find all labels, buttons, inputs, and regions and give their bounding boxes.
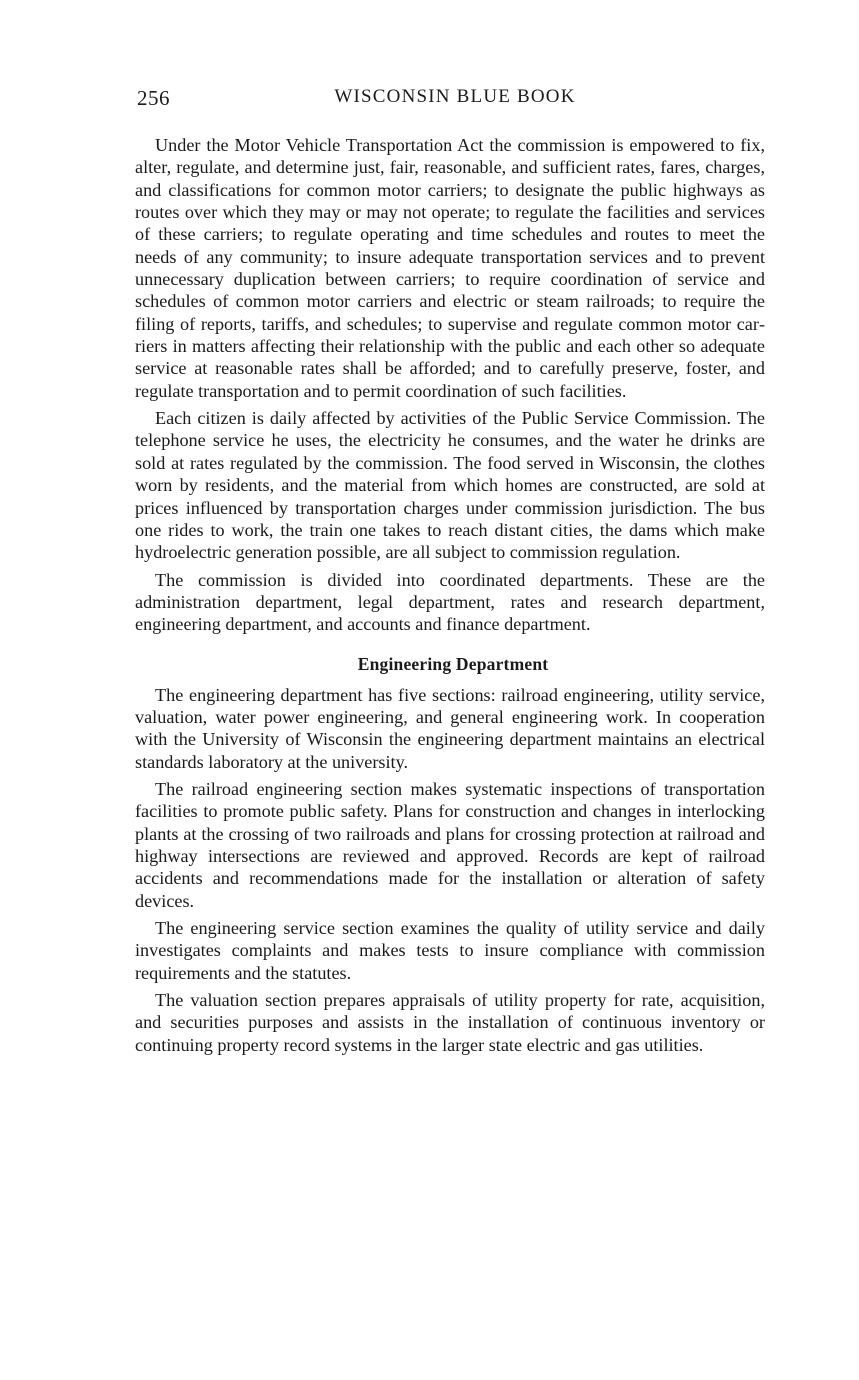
section-heading-engineering: Engineering Department: [357, 653, 549, 674]
paragraph-engineering-sections: The engineering department has five sections: railroad engineering, utility service, valuation, water power engineering, and general engineering work. In cooperation with the University of Wisconsin the engineering department maintains an electrical standards laboratory at the university.: [135, 684, 765, 772]
paragraph-engineering-service: The engineering service section examines the quality of utility service and daily investigates complaints and makes tests to insure compliance with commission requirements and the statutes.: [135, 918, 765, 983]
paragraph-valuation: The valuation section prepares appraisals of utility property for rate, acquisition, and securities purposes and assists in the installation of continuous inventory or continuing property record systems in the larger state electric and gas utilities.: [135, 990, 765, 1055]
paragraph-departments: The commission is divided into coordinated departments. These are the administration department, legal department, rates and research department, engineering department, and accounts and finance department.: [135, 569, 765, 635]
paragraph-citizen-affected: Each citizen is daily affected by activities of the Public Service Commission. The telephone service he uses, the electricity he consumes, and the water he drinks are sold at rates regulated by the commission. The food served in Wisconsin, the clothes worn by residents, and the material from which homes are constructed, are sold at prices influenced by transportation charges under commission jurisdiction. The bus one rides to work, the train one takes to reach distant cities, the dams which make hydroelectric generation possible, are all subject to commission regulation.: [135, 408, 765, 563]
page-number: 256: [137, 86, 170, 110]
page-header: [137, 86, 765, 112]
paragraph-motor-vehicle-act: Under the Motor Vehicle Transportation Act the commission is empowered to fix, alter, regulate, and determine just, fair, reasonable, and sufficient rates, fares, charges, and classifications for common motor carriers; to designate the public highways as routes over which they may or may not operate; to regulate the facilities and services of these carriers; to regulate operating and time schedules and routes to meet the needs of any community; to insure adequate transportation services and to prevent unnecessary duplication between carriers; to require coordination of service and schedules of common motor carriers and electric or steam railroads; to require the filing of reports, tariffs, and schedules; to supervise and regulate common motor carriers in matters affecting their relationship with the public and each other so adequate service at reasonable rates shall be afforded; and to carefully preserve, foster, and regulate transportation and to permit coordination of such facilities.: [135, 135, 765, 401]
running-title: WISCONSIN BLUE BOOK: [334, 86, 576, 107]
paragraph-railroad-engineering: The railroad engineering section makes systematic inspections of transportation facilities to promote public safety. Plans for construction and changes in interlocking plants at the crossing of two railroads and plans for crossing protection at railroad and highway intersections are reviewed and approved. Records are kept of railroad accidents and recommendations made for the installation or alteration of safety devices.: [135, 778, 765, 911]
body-text: [135, 134, 765, 1061]
